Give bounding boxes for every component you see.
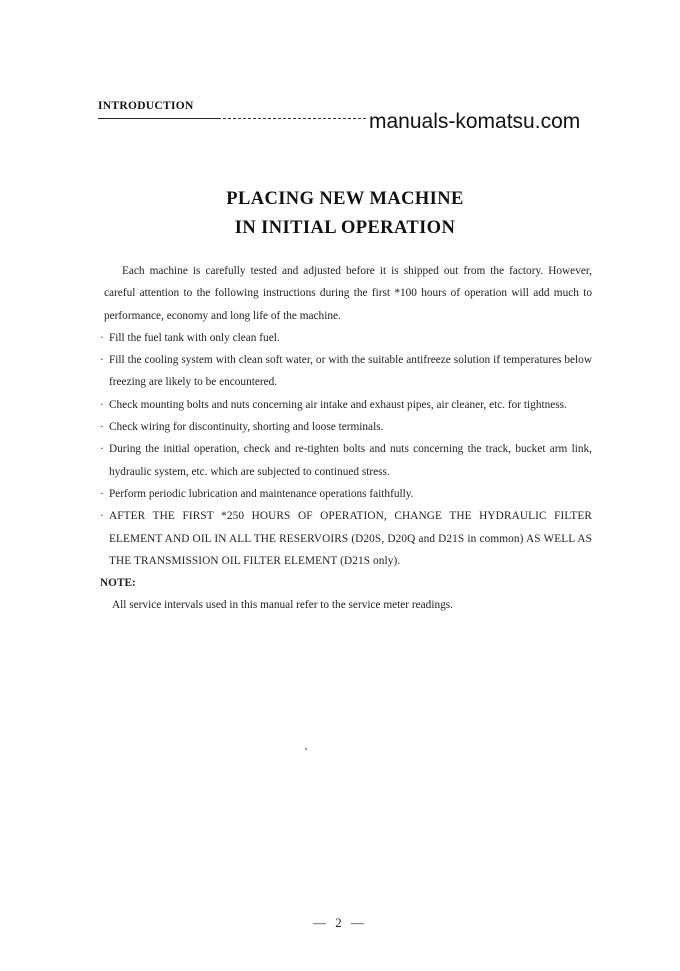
list-item-text: During the initial operation, check and re-tighten bolts and nuts concerning the track, bucket arm link, hydraulic system, etc. which are subjected to continued stress. (109, 443, 592, 478)
bullet-icon: · (100, 510, 104, 523)
list-item (100, 327, 592, 349)
page-number: — 2 — (313, 915, 367, 930)
title-line-1: PLACING NEW MACHINE (226, 189, 464, 209)
section-label: INTRODUCTION (98, 100, 194, 112)
bullet-icon: · (100, 354, 104, 367)
list-item (100, 349, 592, 394)
stray-dot (305, 748, 307, 750)
body-text (100, 260, 592, 617)
intro-paragraph: Each machine is carefully tested and adjusted before it is shipped out from the factory. However, careful attention to the following instructions during the first *100 hours of operation will add much to performance, economy and long life of the machine. (104, 265, 592, 322)
note-text: All service intervals used in this manual refer to the service meter readings. (112, 599, 453, 612)
bullet-icon: · (100, 443, 104, 456)
list-item-text: Check mounting bolts and nuts concerning air intake and exhaust pipes, air cleaner, etc. for tightness. (109, 398, 567, 411)
list-item (100, 394, 592, 416)
list-item-text: Check wiring for discontinuity, shorting and loose terminals. (109, 421, 384, 434)
list-item-text: Perform periodic lubrication and maintenance operations faithfully. (109, 487, 414, 500)
list-item-text: Fill the fuel tank with only clean fuel. (109, 331, 280, 344)
bullet-icon: · (100, 421, 104, 434)
list-item (100, 416, 592, 438)
header-rule-solid (98, 118, 218, 119)
bullet-icon: · (100, 487, 104, 500)
list-item (100, 483, 592, 505)
list-item-text: AFTER THE FIRST *250 HOURS OF OPERATION, CHANGE THE HYDRAULIC FILTER ELEMENT AND OIL IN ALL THE RESERVOIRS (D20S, D20Q and D21S in common) AS WELL AS THE TRANSMISSION OIL FILTER ELEMENT (D21S only). (109, 510, 592, 567)
watermark: manuals-komatsu.com (369, 110, 581, 133)
list-item-text: Fill the cooling system with clean soft water, or with the suitable antifreeze solution if temperatures below freezing are likely to be encountered. (109, 354, 592, 389)
note-label: NOTE: (100, 577, 136, 590)
title-line-2: IN INITIAL OPERATION (234, 218, 456, 238)
bullet-icon: · (100, 331, 104, 344)
bullet-icon: · (100, 398, 104, 411)
list-item (100, 505, 592, 572)
page-title (140, 185, 550, 243)
instruction-list (100, 327, 592, 572)
list-item (100, 438, 592, 483)
